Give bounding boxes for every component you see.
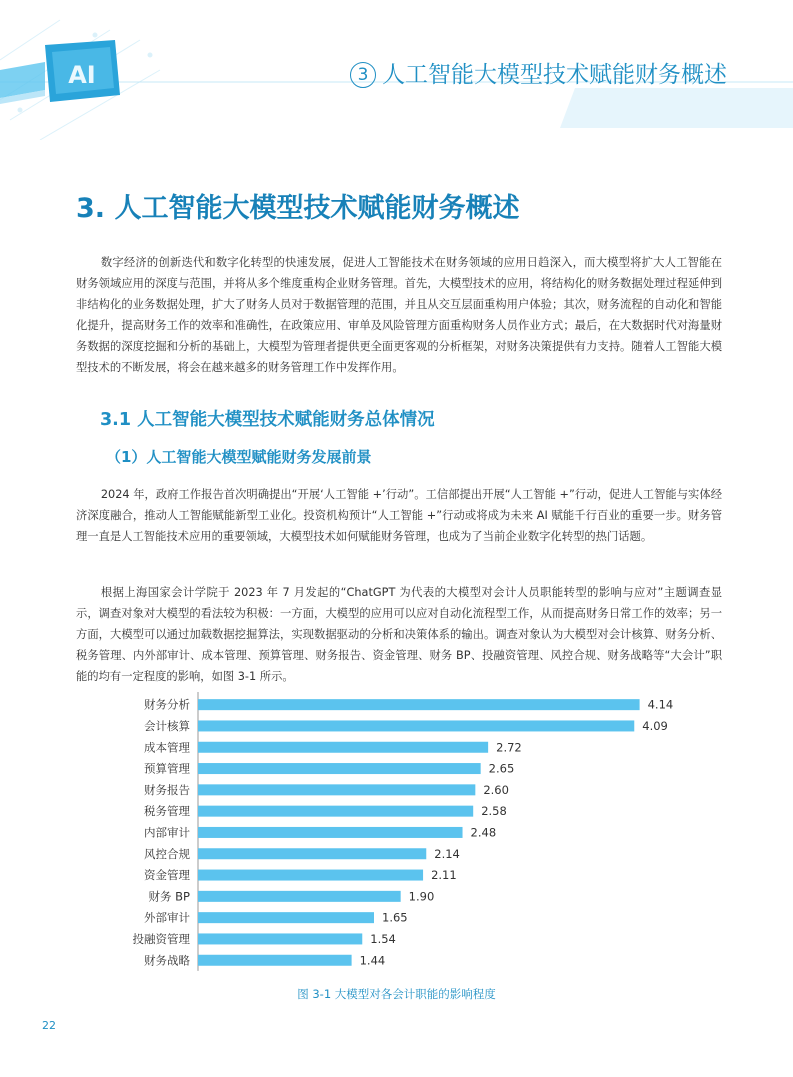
bar — [198, 955, 352, 966]
bar — [198, 870, 423, 881]
figure-caption: 图 3-1 大模型对各会计职能的影响程度 — [297, 987, 496, 1001]
value-label: 1.90 — [408, 889, 435, 904]
category-label: 财务分析 — [144, 697, 190, 712]
category-label: 成本管理 — [144, 740, 190, 755]
section-number-badge: 3 — [350, 62, 376, 88]
category-label: 财务战略 — [144, 953, 190, 968]
category-label: 风控合规 — [144, 846, 190, 861]
bar — [198, 742, 488, 753]
value-label: 2.14 — [434, 846, 460, 861]
value-label: 4.09 — [642, 718, 668, 733]
bar — [198, 933, 362, 944]
bar — [198, 699, 640, 710]
bar — [198, 827, 463, 838]
category-label: 投融资管理 — [132, 931, 190, 946]
bar — [198, 912, 374, 923]
subsection-title: （1）人工智能大模型赋能财务发展前景 — [106, 448, 372, 466]
bar — [198, 806, 473, 817]
value-label: 2.48 — [470, 825, 497, 840]
category-label: 内部审计 — [144, 825, 190, 840]
value-label: 2.65 — [488, 761, 515, 776]
bar — [198, 763, 481, 774]
page-header — [0, 0, 793, 140]
bar-chart — [100, 692, 700, 976]
body-paragraph-1: 2024 年，政府工作报告首次明确提出“开展‘人工智能 +’行动”。工信部提出开展“人工智能 +”行动，促进人工智能与实体经济深度融合，推动人工智能赋能新型工业化。投资机构预计“人工智能 +”行动或将成为未来 AI 赋能千行百业的重要一步。财务管理一直是人工智能技术应用的重要领域，大模型技术如何赋能财务管理，也成为了当前企业数字化转型的热门话题。 — [76, 488, 722, 543]
page-number: 22 — [42, 1019, 56, 1032]
value-label: 1.44 — [359, 953, 386, 968]
category-label: 财务 BP — [148, 889, 190, 904]
body-paragraph-2: 根据上海国家会计学院于 2023 年 7 月发起的“ChatGPT 为代表的大模型对会计人员职能转型的影响与应对”主题调查显示，调查对象对大模型的看法较为积极：一方面，大模型的应用可以应对自动化流程型工作，从而提高财务日常工作的效率；另一方面，大模型可以通过加载数据挖掘算法，实现数据驱动的分析和决策体系的输出。调查对象认为大模型对会计核算、财务分析、税务管理、内外部审计、成本管理、预算管理、财务报告、资金管理、财务 BP、投融资管理、风控合规、财务战略等“大会计”职能的均有一定程度的影响，如图 3-1 所示。 — [76, 586, 722, 683]
category-label: 会计核算 — [144, 718, 190, 733]
value-label: 2.58 — [481, 804, 507, 819]
header-section-title: 人工智能大模型技术赋能财务概述 — [382, 62, 727, 88]
bar — [198, 784, 475, 795]
value-label: 2.60 — [483, 782, 509, 797]
bar — [198, 891, 401, 902]
bar — [198, 720, 634, 731]
category-label: 税务管理 — [144, 804, 190, 819]
ai-badge-text: AI — [68, 61, 96, 89]
bar-chart-svg — [100, 692, 700, 976]
chapter-title: 3. 人工智能大模型技术赋能财务概述 — [76, 193, 520, 224]
value-label: 2.72 — [496, 740, 522, 755]
category-label: 财务报告 — [144, 782, 190, 797]
value-label: 1.54 — [370, 931, 396, 946]
category-label: 预算管理 — [144, 761, 190, 776]
category-label: 资金管理 — [144, 868, 190, 883]
value-label: 4.14 — [647, 697, 674, 712]
value-label: 1.65 — [382, 910, 408, 925]
intro-paragraph: 数字经济的创新迭代和数字化转型的快速发展，促进人工智能技术在财务领域的应用日趋深入，而大模型将扩大人工智能在财务领域应用的深度与范围，并将从多个维度重构企业财务管理。首先，大模型技术的应用，将结构化的财务数据处理过程延伸到非结构化的业务数据处理，扩大了财务人员对于数据管理的范围，并且从交互层面重构用户体验；其次，财务流程的自动化和智能化提升，提高财务工作的效率和准确性，在政策应用、审单及风险管理方面重构财务人员作业方式；最后，在大数据时代对海量财务数据的深度挖掘和分析的基础上，大模型为管理者提供更全面更客观的分析框架，对财务决策提供有力支持。随着人工智能大模型技术的不断发展，将会在越来越多的财务管理工作中发挥作用。 — [76, 256, 722, 374]
category-label: 外部审计 — [144, 910, 190, 925]
value-label: 2.11 — [431, 868, 457, 883]
bar — [198, 848, 426, 859]
header-title — [350, 56, 727, 89]
section-title: 3.1 人工智能大模型技术赋能财务总体情况 — [100, 410, 435, 430]
